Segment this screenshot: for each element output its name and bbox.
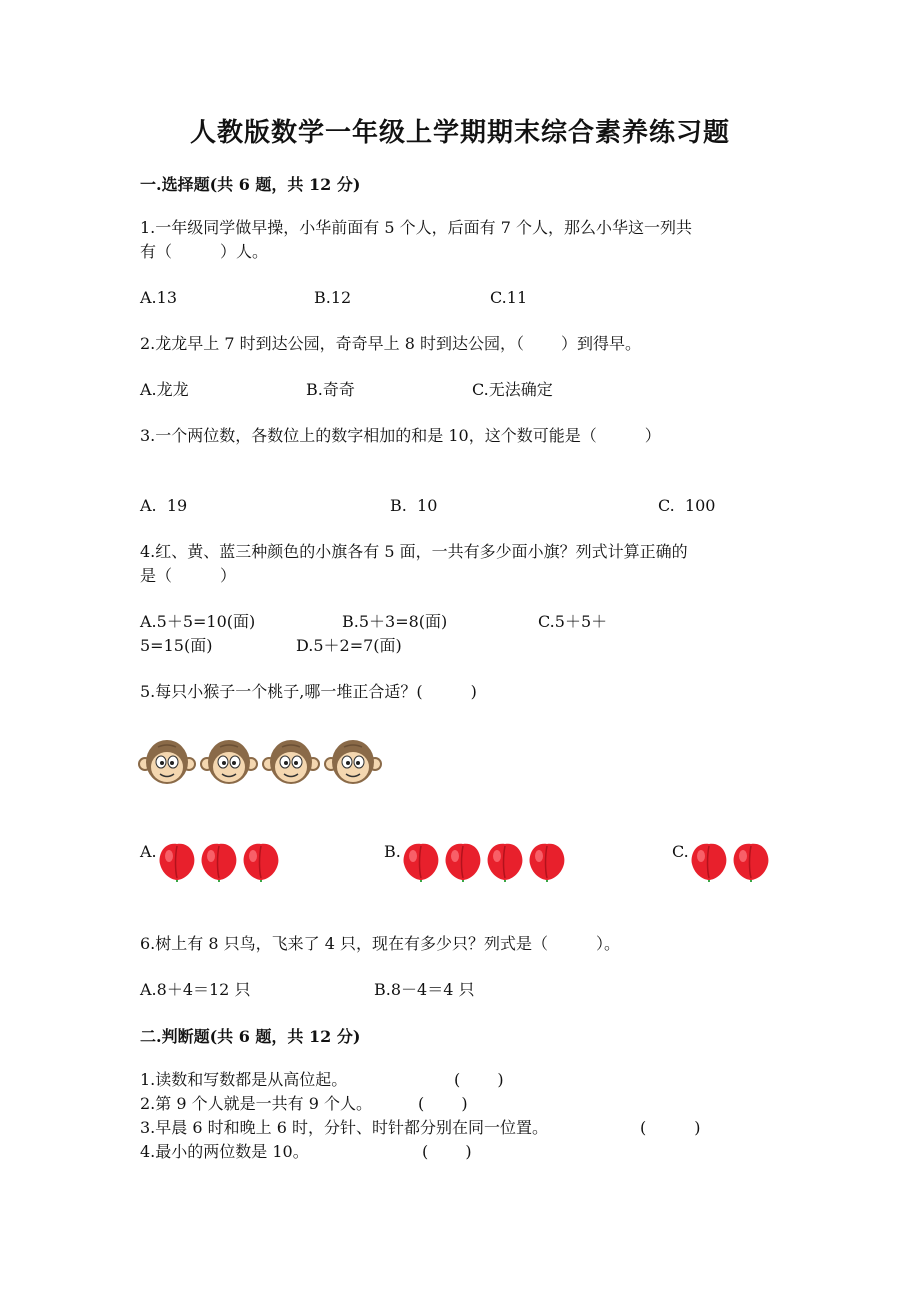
q5-stem: 5.每只小猴子一个桃子,哪一堆正合适？( ) <box>140 682 477 701</box>
peach-group-a <box>157 836 281 882</box>
peach-icon <box>731 836 771 882</box>
q2-option-c[interactable]: C.无法确定 <box>472 380 553 399</box>
q4-option-b[interactable]: B.5＋3=8(面) <box>342 612 448 631</box>
q1-option-c[interactable]: C.11 <box>490 288 528 307</box>
q2-option-a[interactable]: A.龙龙 <box>140 380 189 399</box>
q1-stem-line2: 有（ ）人。 <box>140 242 269 261</box>
q3-option-b[interactable]: B. 10 <box>390 496 438 515</box>
q2-stem: 2.龙龙早上 7 时到达公园，奇奇早上 8 时到达公园，（ ）到得早。 <box>140 334 642 353</box>
judge-item-2-answer[interactable]: ( ) <box>418 1094 468 1113</box>
judge-item-1: 1.读数和写数都是从高位起。 <box>140 1070 348 1089</box>
q5-option-b-label: B. <box>384 842 401 861</box>
judge-item-1-answer[interactable]: ( ) <box>454 1070 504 1089</box>
q4-stem-line2: 是（ ） <box>140 566 237 585</box>
q1-option-a[interactable]: A.13 <box>140 288 177 307</box>
q4-option-d[interactable]: D.5＋2=7(面) <box>296 636 402 655</box>
q5-option-a-label: A. <box>140 842 157 861</box>
peach-group-c <box>689 836 771 882</box>
q4-option-c-part1[interactable]: C.5＋5＋ <box>538 612 608 631</box>
peach-icon <box>199 836 239 882</box>
peach-group-b <box>401 836 567 882</box>
q4-option-a[interactable]: A.5＋5=10(面) <box>140 612 256 631</box>
q6-option-b[interactable]: B.8－4＝4 只 <box>374 980 475 999</box>
peach-icon <box>485 836 525 882</box>
q3-stem: 3.一个两位数，各数位上的数字相加的和是 10，这个数可能是（ ） <box>140 426 661 445</box>
q5-option-a[interactable] <box>140 836 281 882</box>
q6-option-a[interactable]: A.8＋4＝12 只 <box>140 980 251 999</box>
peach-icon <box>689 836 729 882</box>
judge-item-4-answer[interactable]: ( ) <box>422 1142 472 1161</box>
q3-option-c[interactable]: C. 100 <box>658 496 716 515</box>
q5-option-c-label: C. <box>672 842 689 861</box>
q2-option-b[interactable]: B.奇奇 <box>306 380 355 399</box>
judge-item-3: 3.早晨 6 时和晚上 6 时，分针、时针都分别在同一位置。 <box>140 1118 548 1137</box>
judge-item-2: 2.第 9 个人就是一共有 9 个人。 <box>140 1094 372 1113</box>
monkey-icon <box>262 737 320 787</box>
q5-option-c[interactable] <box>672 836 771 882</box>
monkey-icon <box>138 737 196 787</box>
q4-option-c-part2[interactable]: 5=15(面) <box>140 636 213 655</box>
peach-icon <box>443 836 483 882</box>
peach-icon <box>241 836 281 882</box>
page-title: 人教版数学一年级上学期期末综合素养练习题 <box>189 118 730 148</box>
judge-item-3-answer[interactable]: ( ) <box>640 1118 701 1137</box>
q5-option-b[interactable] <box>384 836 567 882</box>
peach-icon <box>157 836 197 882</box>
q6-stem: 6.树上有 8 只鸟，飞来了 4 只，现在有多少只？列式是（ ）。 <box>140 934 620 953</box>
q1-option-b[interactable]: B.12 <box>314 288 352 307</box>
section-heading-judge: 二.判断题(共 6 题，共 12 分) <box>140 1027 361 1046</box>
monkey-row <box>138 737 382 787</box>
section-heading-choice: 一.选择题(共 6 题，共 12 分) <box>140 175 361 194</box>
q4-stem-line1: 4.红、黄、蓝三种颜色的小旗各有 5 面，一共有多少面小旗？列式计算正确的 <box>140 542 688 561</box>
monkey-icon <box>324 737 382 787</box>
monkey-icon <box>200 737 258 787</box>
peach-icon <box>401 836 441 882</box>
q3-option-a[interactable]: A. 19 <box>140 496 188 515</box>
judge-item-4: 4.最小的两位数是 10。 <box>140 1142 309 1161</box>
q1-stem-line1: 1.一年级同学做早操，小华前面有 5 个人，后面有 7 个人，那么小华这一列共 <box>140 218 692 237</box>
peach-icon <box>527 836 567 882</box>
